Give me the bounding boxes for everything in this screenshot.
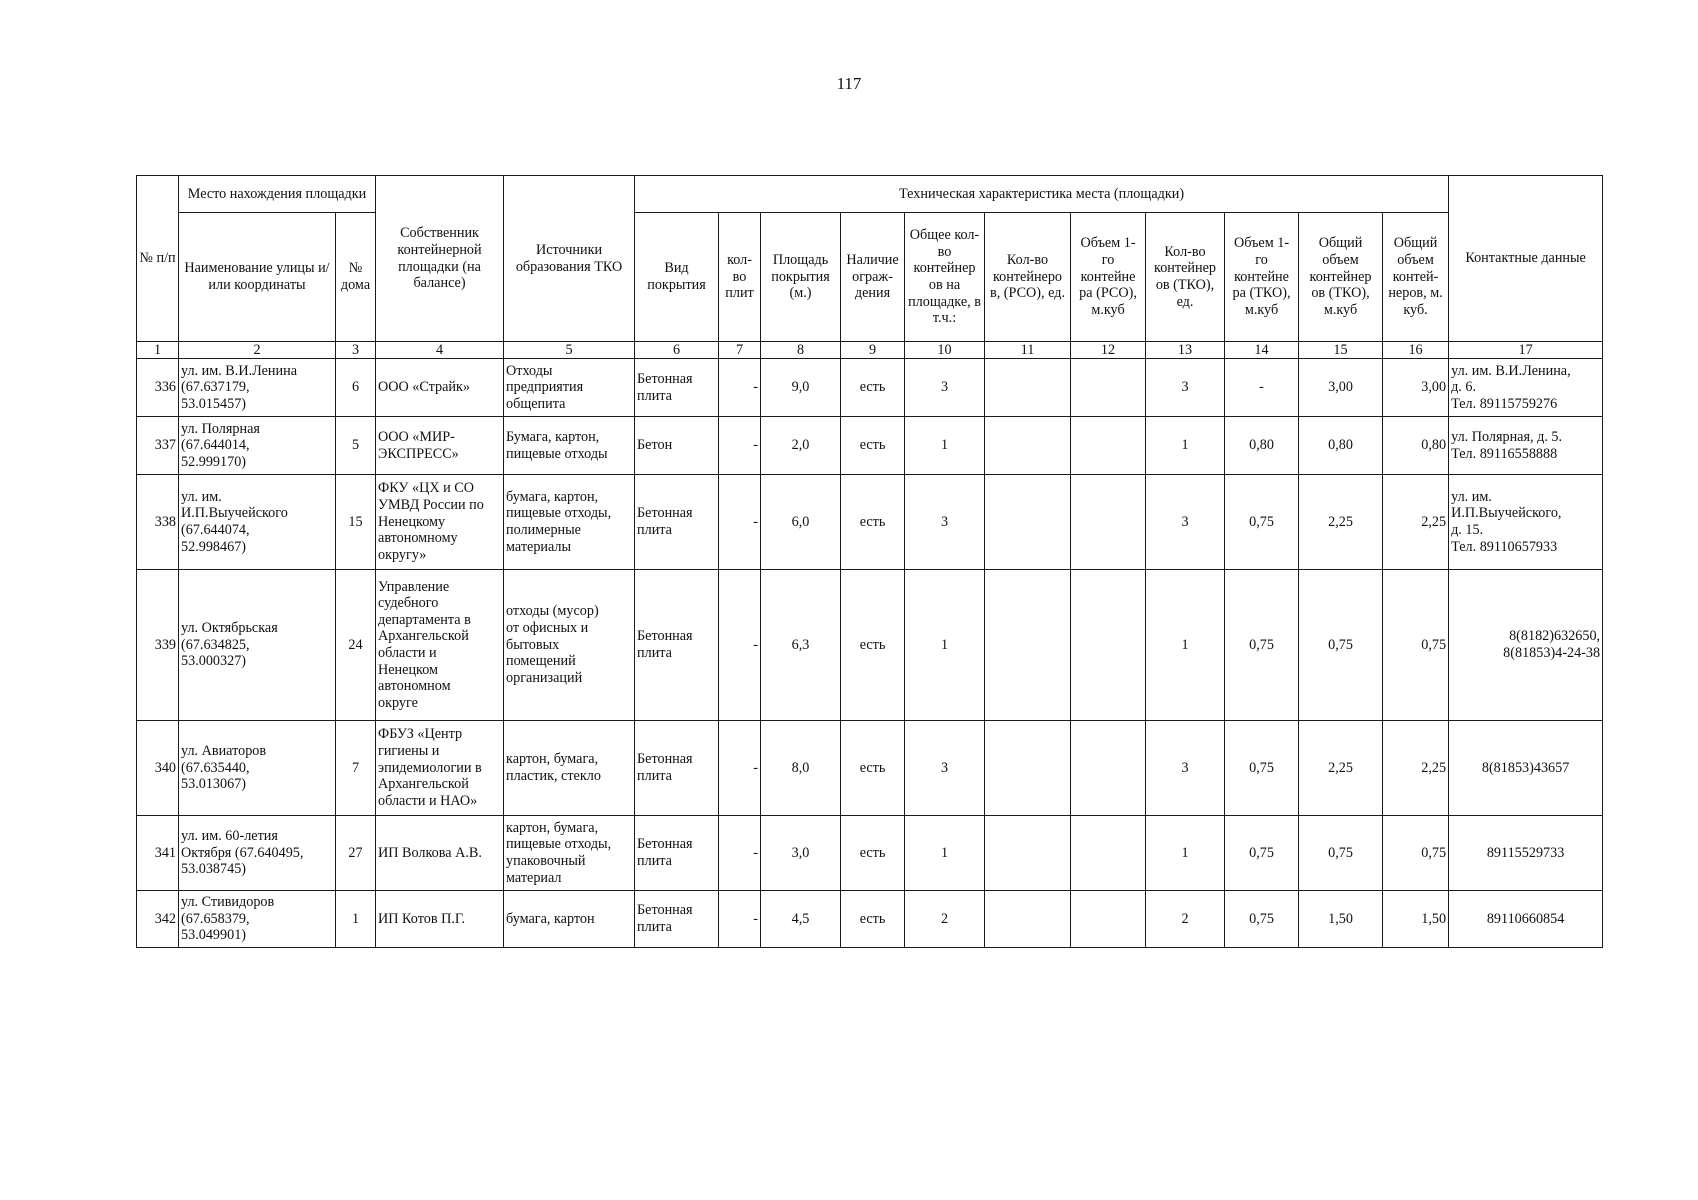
cell-total-volume: 0,75 <box>1383 570 1449 721</box>
header-total-volume: Общий объем контей- неров, м. куб. <box>1383 213 1449 342</box>
cell-area: 2,0 <box>761 417 841 475</box>
header-street: Наименование улицы и/или координаты <box>179 213 336 342</box>
cell-tko-total: 1,50 <box>1299 891 1383 948</box>
cell-street: ул. Полярная (67.644014, 52.999170) <box>179 417 336 475</box>
cell-tko-total: 3,00 <box>1299 359 1383 417</box>
cell-tko-total: 0,80 <box>1299 417 1383 475</box>
cell-slabs: - <box>719 891 761 948</box>
cell-total-containers: 1 <box>905 816 985 891</box>
cell-total-containers: 2 <box>905 891 985 948</box>
cell-slabs: - <box>719 721 761 816</box>
cell-total-volume: 2,25 <box>1383 475 1449 570</box>
cell-total-volume: 1,50 <box>1383 891 1449 948</box>
column-number: 11 <box>985 342 1071 359</box>
cell-house: 1 <box>336 891 376 948</box>
column-number: 2 <box>179 342 336 359</box>
cell-fence: есть <box>841 816 905 891</box>
cell-owner: ИП Волкова А.В. <box>376 816 504 891</box>
header-np: № п/п <box>137 176 179 342</box>
cell-house: 6 <box>336 359 376 417</box>
cell-contacts: 89110660854 <box>1449 891 1603 948</box>
cell-surface: Бетонная плита <box>635 359 719 417</box>
column-number: 16 <box>1383 342 1449 359</box>
cell-slabs: - <box>719 816 761 891</box>
cell-tko-count: 3 <box>1146 475 1225 570</box>
cell-np: 340 <box>137 721 179 816</box>
cell-rso-count <box>985 417 1071 475</box>
cell-street: ул. Авиаторов (67.635440, 53.013067) <box>179 721 336 816</box>
cell-rso-count <box>985 891 1071 948</box>
cell-surface: Бетонная плита <box>635 891 719 948</box>
cell-tko-total: 0,75 <box>1299 816 1383 891</box>
cell-contacts: 8(8182)632650, 8(81853)4-24-38 <box>1449 570 1603 721</box>
header-location-group: Место нахождения площадки <box>179 176 376 213</box>
header-house: № дома <box>336 213 376 342</box>
cell-house: 15 <box>336 475 376 570</box>
cell-street: ул. Октябрьская (67.634825, 53.000327) <box>179 570 336 721</box>
cell-surface: Бетонная плита <box>635 816 719 891</box>
column-number: 4 <box>376 342 504 359</box>
cell-tko-volume: 0,75 <box>1225 721 1299 816</box>
cell-np: 341 <box>137 816 179 891</box>
column-number: 15 <box>1299 342 1383 359</box>
cell-area: 6,0 <box>761 475 841 570</box>
column-number: 13 <box>1146 342 1225 359</box>
cell-np: 338 <box>137 475 179 570</box>
cell-surface: Бетонная плита <box>635 475 719 570</box>
cell-rso-count <box>985 570 1071 721</box>
cell-np: 337 <box>137 417 179 475</box>
cell-street: ул. им. В.И.Ленина (67.637179, 53.015457) <box>179 359 336 417</box>
header-tko-count: Кол-во контейнер ов (ТКО), ед. <box>1146 213 1225 342</box>
cell-tko-count: 3 <box>1146 359 1225 417</box>
cell-fence: есть <box>841 417 905 475</box>
cell-rso-count <box>985 475 1071 570</box>
cell-street: ул. им. 60-летия Октября (67.640495, 53.038745) <box>179 816 336 891</box>
cell-street: ул. им. И.П.Выучейского (67.644074, 52.998467) <box>179 475 336 570</box>
cell-rso-volume <box>1071 891 1146 948</box>
cell-surface: Бетонная плита <box>635 721 719 816</box>
column-number: 3 <box>336 342 376 359</box>
header-surface: Вид покрытия <box>635 213 719 342</box>
cell-slabs: - <box>719 359 761 417</box>
cell-rso-count <box>985 359 1071 417</box>
cell-tko-count: 2 <box>1146 891 1225 948</box>
cell-contacts: ул. им. В.И.Ленина, д. 6. Тел. 89115759276 <box>1449 359 1603 417</box>
cell-fence: есть <box>841 475 905 570</box>
cell-tko-volume: - <box>1225 359 1299 417</box>
cell-owner: ИП Котов П.Г. <box>376 891 504 948</box>
header-total-containers: Общее кол-во контейнер ов на площадке, в т.ч.: <box>905 213 985 342</box>
cell-rso-volume <box>1071 721 1146 816</box>
table-row <box>137 721 1603 816</box>
header-tech-group: Техническая характеристика места (площадки) <box>635 176 1449 213</box>
cell-total-volume: 0,75 <box>1383 816 1449 891</box>
table-row <box>137 816 1603 891</box>
cell-fence: есть <box>841 721 905 816</box>
column-number: 9 <box>841 342 905 359</box>
cell-fence: есть <box>841 570 905 721</box>
header-slabs: кол- во плит <box>719 213 761 342</box>
cell-tko-volume: 0,75 <box>1225 816 1299 891</box>
cell-rso-volume <box>1071 417 1146 475</box>
column-number: 6 <box>635 342 719 359</box>
cell-house: 24 <box>336 570 376 721</box>
header-row-bottom <box>137 213 1603 342</box>
cell-owner: ФБУЗ «Центр гигиены и эпидемиологии в Архангельской области и НАО» <box>376 721 504 816</box>
cell-rso-volume <box>1071 475 1146 570</box>
cell-total-containers: 1 <box>905 417 985 475</box>
cell-tko-count: 1 <box>1146 570 1225 721</box>
cell-sources: Бумага, картон, пищевые отходы <box>504 417 635 475</box>
cell-tko-volume: 0,75 <box>1225 475 1299 570</box>
cell-slabs: - <box>719 475 761 570</box>
cell-street: ул. Стивидоров (67.658379, 53.049901) <box>179 891 336 948</box>
cell-total-containers: 3 <box>905 475 985 570</box>
table-row <box>137 891 1603 948</box>
cell-house: 27 <box>336 816 376 891</box>
column-number: 1 <box>137 342 179 359</box>
cell-owner: ООО «МИР- ЭКСПРЕСС» <box>376 417 504 475</box>
cell-sources: картон, бумага, пищевые отходы, упаковочный материал <box>504 816 635 891</box>
cell-sources: отходы (мусор) от офисных и бытовых помещений организаций <box>504 570 635 721</box>
column-number-row <box>137 342 1603 359</box>
cell-slabs: - <box>719 417 761 475</box>
cell-tko-volume: 0,80 <box>1225 417 1299 475</box>
cell-house: 5 <box>336 417 376 475</box>
header-tko-volume: Объем 1- го контейне ра (ТКО), м.куб <box>1225 213 1299 342</box>
header-contacts: Контактные данные <box>1449 176 1603 342</box>
cell-rso-volume <box>1071 570 1146 721</box>
cell-contacts: 8(81853)43657 <box>1449 721 1603 816</box>
cell-rso-count <box>985 721 1071 816</box>
table-row <box>137 359 1603 417</box>
cell-area: 9,0 <box>761 359 841 417</box>
cell-total-containers: 1 <box>905 570 985 721</box>
cell-contacts: ул. им. И.П.Выучейского, д. 15. Тел. 89110657933 <box>1449 475 1603 570</box>
cell-sources: бумага, картон <box>504 891 635 948</box>
cell-area: 4,5 <box>761 891 841 948</box>
cell-rso-volume <box>1071 816 1146 891</box>
cell-fence: есть <box>841 891 905 948</box>
header-row-top <box>137 176 1603 213</box>
cell-total-containers: 3 <box>905 359 985 417</box>
cell-sources: Отходы предприятия общепита <box>504 359 635 417</box>
cell-tko-total: 0,75 <box>1299 570 1383 721</box>
column-number: 17 <box>1449 342 1603 359</box>
cell-owner: ФКУ «ЦХ и СО УМВД России по Ненецкому автономному округу» <box>376 475 504 570</box>
cell-np: 342 <box>137 891 179 948</box>
cell-np: 339 <box>137 570 179 721</box>
cell-tko-count: 1 <box>1146 417 1225 475</box>
cell-total-volume: 3,00 <box>1383 359 1449 417</box>
cell-total-volume: 2,25 <box>1383 721 1449 816</box>
cell-area: 8,0 <box>761 721 841 816</box>
page-number: 117 <box>836 74 862 93</box>
column-number: 12 <box>1071 342 1146 359</box>
cell-tko-volume: 0,75 <box>1225 891 1299 948</box>
cell-total-containers: 3 <box>905 721 985 816</box>
header-area: Площадь покрытия (м.) <box>761 213 841 342</box>
header-sources: Источники образования ТКО <box>504 176 635 342</box>
container-sites-table <box>136 175 1603 948</box>
column-number: 10 <box>905 342 985 359</box>
cell-tko-count: 3 <box>1146 721 1225 816</box>
column-number: 8 <box>761 342 841 359</box>
column-number: 7 <box>719 342 761 359</box>
header-fence: Наличие ограж- дения <box>841 213 905 342</box>
cell-house: 7 <box>336 721 376 816</box>
cell-sources: бумага, картон, пищевые отходы, полимерные материалы <box>504 475 635 570</box>
cell-tko-total: 2,25 <box>1299 721 1383 816</box>
cell-area: 6,3 <box>761 570 841 721</box>
cell-contacts: 89115529733 <box>1449 816 1603 891</box>
column-number: 14 <box>1225 342 1299 359</box>
table-row <box>137 475 1603 570</box>
cell-slabs: - <box>719 570 761 721</box>
cell-owner: Управление судебного департамента в Архангельской области и Ненецком автономном округе <box>376 570 504 721</box>
cell-area: 3,0 <box>761 816 841 891</box>
cell-rso-volume <box>1071 359 1146 417</box>
cell-surface: Бетонная плита <box>635 570 719 721</box>
cell-np: 336 <box>137 359 179 417</box>
header-rso-volume: Объем 1- го контейне ра (РСО), м.куб <box>1071 213 1146 342</box>
column-number: 5 <box>504 342 635 359</box>
cell-contacts: ул. Полярная, д. 5. Тел. 89116558888 <box>1449 417 1603 475</box>
table-row <box>137 570 1603 721</box>
cell-tko-count: 1 <box>1146 816 1225 891</box>
cell-total-volume: 0,80 <box>1383 417 1449 475</box>
header-owner: Собственник контейнерной площадки (на балансе) <box>376 176 504 342</box>
cell-surface: Бетон <box>635 417 719 475</box>
cell-fence: есть <box>841 359 905 417</box>
header-tko-total: Общий объем контейнер ов (ТКО), м.куб <box>1299 213 1383 342</box>
header-rso-count: Кол-во контейнеро в, (РСО), ед. <box>985 213 1071 342</box>
cell-owner: ООО «Страйк» <box>376 359 504 417</box>
cell-tko-volume: 0,75 <box>1225 570 1299 721</box>
cell-sources: картон, бумага, пластик, стекло <box>504 721 635 816</box>
cell-tko-total: 2,25 <box>1299 475 1383 570</box>
cell-rso-count <box>985 816 1071 891</box>
table-row <box>137 417 1603 475</box>
